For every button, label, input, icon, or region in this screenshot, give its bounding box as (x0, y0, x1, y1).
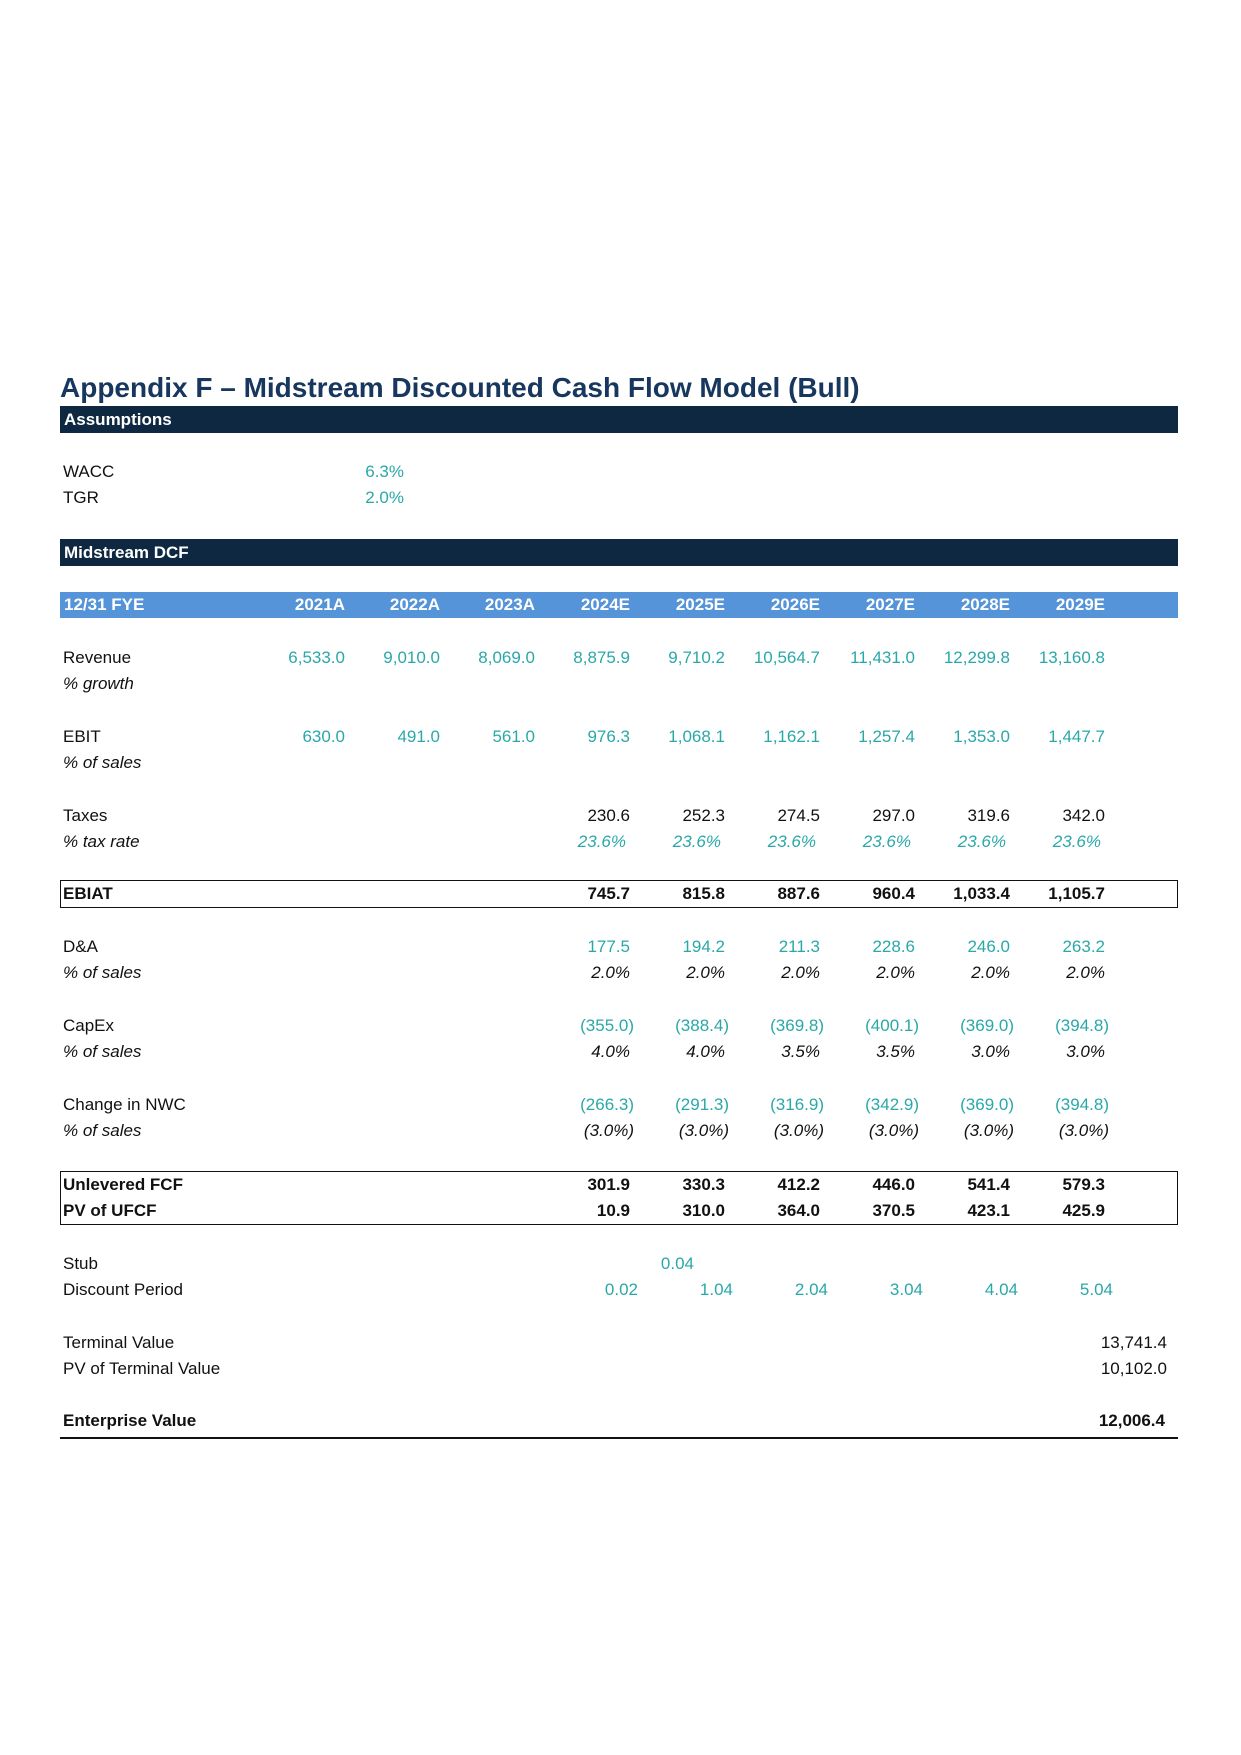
pv-tv-row (60, 1356, 1178, 1382)
ufcf-cell-5: 330.3 (682, 1175, 725, 1194)
ufcf-label: Unlevered FCF (63, 1175, 183, 1194)
da-cell-9: 263.2 (1062, 937, 1105, 956)
capex-pct-cell-7: 3.5% (876, 1042, 915, 1061)
ev-underline (60, 1437, 1178, 1439)
tax-rate-cell-7: 23.6% (862, 832, 911, 851)
da-pct-row (60, 960, 1178, 986)
ebit-cell-7: 1,257.4 (858, 727, 915, 746)
capex-pct-row (60, 1039, 1178, 1065)
wacc-value: 6.3% (365, 462, 404, 481)
nwc-cell-5: (291.3) (675, 1095, 729, 1114)
taxes-cell-4: 230.6 (587, 806, 630, 825)
ufcf-row (60, 1172, 1178, 1198)
discount-cell-9: 5.04 (1079, 1280, 1113, 1299)
tax-rate-cell-8: 23.6% (957, 832, 1006, 851)
nwc-label: Change in NWC (63, 1095, 186, 1114)
assumptions-header: Assumptions (60, 406, 1178, 433)
ufcf-cell-7: 446.0 (872, 1175, 915, 1194)
taxes-cell-8: 319.6 (967, 806, 1010, 825)
growth-label: % growth (63, 674, 134, 693)
tax-rate-cell-4: 23.6% (577, 832, 626, 851)
year-header-1: 2021A (294, 595, 345, 614)
da-cell-8: 246.0 (967, 937, 1010, 956)
nwc-pct-cell-5: (3.0%) (678, 1121, 729, 1140)
growth-row (60, 671, 1178, 697)
pv-ufcf-cell-8: 423.1 (967, 1201, 1010, 1220)
ebiat-cell-8: 1,033.4 (953, 884, 1010, 903)
ebiat-row (60, 881, 1178, 907)
ebit-cell-1: 630.0 (302, 727, 345, 746)
ufcf-cell-9: 579.3 (1062, 1175, 1105, 1194)
capex-row (60, 1013, 1178, 1039)
da-pct-cell-5: 2.0% (686, 963, 725, 982)
da-pct-cell-4: 2.0% (591, 963, 630, 982)
ebiat-cell-9: 1,105.7 (1048, 884, 1105, 903)
tgr-row (60, 485, 1178, 511)
year-header-8: 2028E (960, 595, 1010, 614)
ebiat-label: EBIAT (63, 884, 113, 903)
da-pct-cell-6: 2.0% (781, 963, 820, 982)
ev-row (60, 1408, 1178, 1434)
capex-cell-4: (355.0) (580, 1016, 634, 1035)
da-row (60, 934, 1178, 960)
ebit-cell-4: 976.3 (587, 727, 630, 746)
revenue-cell-5: 9,710.2 (668, 648, 725, 667)
da-pct-label: % of sales (63, 963, 142, 982)
capex-pct-cell-5: 4.0% (686, 1042, 725, 1061)
ebit-cell-9: 1,447.7 (1048, 727, 1105, 746)
capex-cell-5: (388.4) (675, 1016, 729, 1035)
ebiat-cell-7: 960.4 (872, 884, 915, 903)
revenue-cell-6: 10,564.7 (753, 648, 820, 667)
discount-cell-5: 1.04 (699, 1280, 733, 1299)
discount-row (60, 1277, 1178, 1303)
nwc-cell-7: (342.9) (865, 1095, 919, 1114)
nwc-pct-cell-8: (3.0%) (963, 1121, 1014, 1140)
nwc-pct-label: % of sales (63, 1121, 142, 1140)
nwc-row (60, 1092, 1178, 1118)
stub-label: Stub (63, 1254, 98, 1273)
tax-rate-label: % tax rate (63, 832, 140, 851)
tax-rate-cell-5: 23.6% (672, 832, 721, 851)
ebit-row (60, 724, 1178, 750)
capex-pct-label: % of sales (63, 1042, 142, 1061)
da-cell-7: 228.6 (872, 937, 915, 956)
nwc-cell-4: (266.3) (580, 1095, 634, 1114)
discount-cell-4: 0.02 (604, 1280, 638, 1299)
capex-pct-cell-9: 3.0% (1066, 1042, 1105, 1061)
pv-ufcf-row (60, 1198, 1178, 1224)
revenue-cell-4: 8,875.9 (573, 648, 630, 667)
ev-label: Enterprise Value (63, 1411, 197, 1430)
year-header-row (60, 592, 1178, 618)
tv-row (60, 1330, 1178, 1356)
pv-tv-label: PV of Terminal Value (63, 1359, 221, 1378)
tv-label: Terminal Value (63, 1333, 175, 1352)
pv-ufcf-cell-9: 425.9 (1062, 1201, 1105, 1220)
ebit-cell-3: 561.0 (492, 727, 535, 746)
year-header-4: 2024E (580, 595, 630, 614)
da-pct-cell-8: 2.0% (971, 963, 1010, 982)
tax-rate-cell-9: 23.6% (1052, 832, 1101, 851)
capex-label: CapEx (63, 1016, 115, 1035)
ebiat-cell-5: 815.8 (682, 884, 725, 903)
capex-pct-cell-4: 4.0% (591, 1042, 630, 1061)
capex-cell-8: (369.0) (960, 1016, 1014, 1035)
da-pct-cell-7: 2.0% (876, 963, 915, 982)
discount-cell-6: 2.04 (794, 1280, 828, 1299)
revenue-cell-8: 12,299.8 (943, 648, 1010, 667)
nwc-pct-cell-6: (3.0%) (773, 1121, 824, 1140)
pv-ufcf-label: PV of UFCF (63, 1201, 157, 1220)
pv-ufcf-cell-6: 364.0 (777, 1201, 820, 1220)
discount-label: Discount Period (63, 1280, 184, 1299)
year-header-7: 2027E (865, 595, 915, 614)
pv-tv-value: 10,102.0 (1100, 1359, 1167, 1378)
nwc-cell-9: (394.8) (1055, 1095, 1109, 1114)
year-header-2: 2022A (389, 595, 440, 614)
pv-ufcf-cell-5: 310.0 (682, 1201, 725, 1220)
dcf-header: Midstream DCF (60, 539, 1178, 566)
ebit-label: EBIT (63, 727, 101, 746)
tax-rate-row (60, 829, 1178, 855)
revenue-label: Revenue (63, 648, 132, 667)
da-cell-6: 211.3 (778, 937, 820, 956)
capex-pct-cell-6: 3.5% (781, 1042, 820, 1061)
revenue-cell-9: 13,160.8 (1038, 648, 1105, 667)
taxes-cell-5: 252.3 (682, 806, 725, 825)
capex-pct-cell-8: 3.0% (971, 1042, 1010, 1061)
fye-label: 12/31 FYE (64, 595, 145, 614)
nwc-pct-cell-7: (3.0%) (868, 1121, 919, 1140)
tgr-label: TGR (63, 488, 99, 507)
year-header-3: 2023A (484, 595, 535, 614)
revenue-cell-2: 9,010.0 (383, 648, 440, 667)
capex-cell-7: (400.1) (865, 1016, 919, 1035)
taxes-cell-9: 342.0 (1062, 806, 1105, 825)
revenue-row (60, 645, 1178, 671)
ebit-cell-2: 491.0 (397, 727, 440, 746)
ebit-pct-label: % of sales (63, 753, 142, 772)
discount-cell-8: 4.04 (984, 1280, 1018, 1299)
ufcf-cell-6: 412.2 (777, 1175, 820, 1194)
page-title: Appendix F – Midstream Discounted Cash Flow Model (Bull) (60, 372, 860, 403)
stub-row (60, 1251, 1178, 1277)
tax-rate-cell-6: 23.6% (767, 832, 816, 851)
tgr-value: 2.0% (365, 488, 404, 507)
ebiat-cell-6: 887.6 (777, 884, 820, 903)
taxes-cell-7: 297.0 (872, 806, 915, 825)
da-pct-cell-9: 2.0% (1066, 963, 1105, 982)
nwc-pct-cell-4: (3.0%) (583, 1121, 634, 1140)
stub-value: 0.04 (660, 1254, 694, 1273)
year-header-9: 2029E (1055, 595, 1105, 614)
capex-cell-6: (369.8) (770, 1016, 824, 1035)
ufcf-cell-8: 541.4 (967, 1175, 1010, 1194)
da-cell-5: 194.2 (682, 937, 725, 956)
nwc-pct-row (60, 1118, 1178, 1144)
revenue-cell-1: 6,533.0 (288, 648, 345, 667)
nwc-pct-cell-9: (3.0%) (1058, 1121, 1109, 1140)
pv-ufcf-cell-4: 10.9 (596, 1201, 630, 1220)
ebit-pct-row (60, 750, 1178, 776)
da-label: D&A (63, 937, 98, 956)
ebit-cell-5: 1,068.1 (668, 727, 725, 746)
pv-ufcf-cell-7: 370.5 (872, 1201, 915, 1220)
taxes-label: Taxes (63, 806, 108, 825)
da-cell-4: 177.5 (587, 937, 630, 956)
tv-value: 13,741.4 (1100, 1333, 1167, 1352)
revenue-cell-3: 8,069.0 (478, 648, 535, 667)
nwc-cell-6: (316.9) (770, 1095, 824, 1114)
taxes-cell-6: 274.5 (777, 806, 820, 825)
capex-cell-9: (394.8) (1055, 1016, 1109, 1035)
ufcf-cell-4: 301.9 (587, 1175, 630, 1194)
taxes-row (60, 803, 1178, 829)
ev-value: 12,006.4 (1098, 1411, 1165, 1430)
wacc-label: WACC (63, 462, 115, 481)
year-header-5: 2025E (675, 595, 725, 614)
ebit-cell-8: 1,353.0 (953, 727, 1010, 746)
discount-cell-7: 3.04 (889, 1280, 923, 1299)
ebiat-cell-4: 745.7 (587, 884, 630, 903)
ebit-cell-6: 1,162.1 (763, 727, 820, 746)
year-header-6: 2026E (770, 595, 820, 614)
wacc-row (60, 459, 1178, 485)
nwc-cell-8: (369.0) (960, 1095, 1014, 1114)
revenue-cell-7: 11,431.0 (850, 648, 915, 667)
